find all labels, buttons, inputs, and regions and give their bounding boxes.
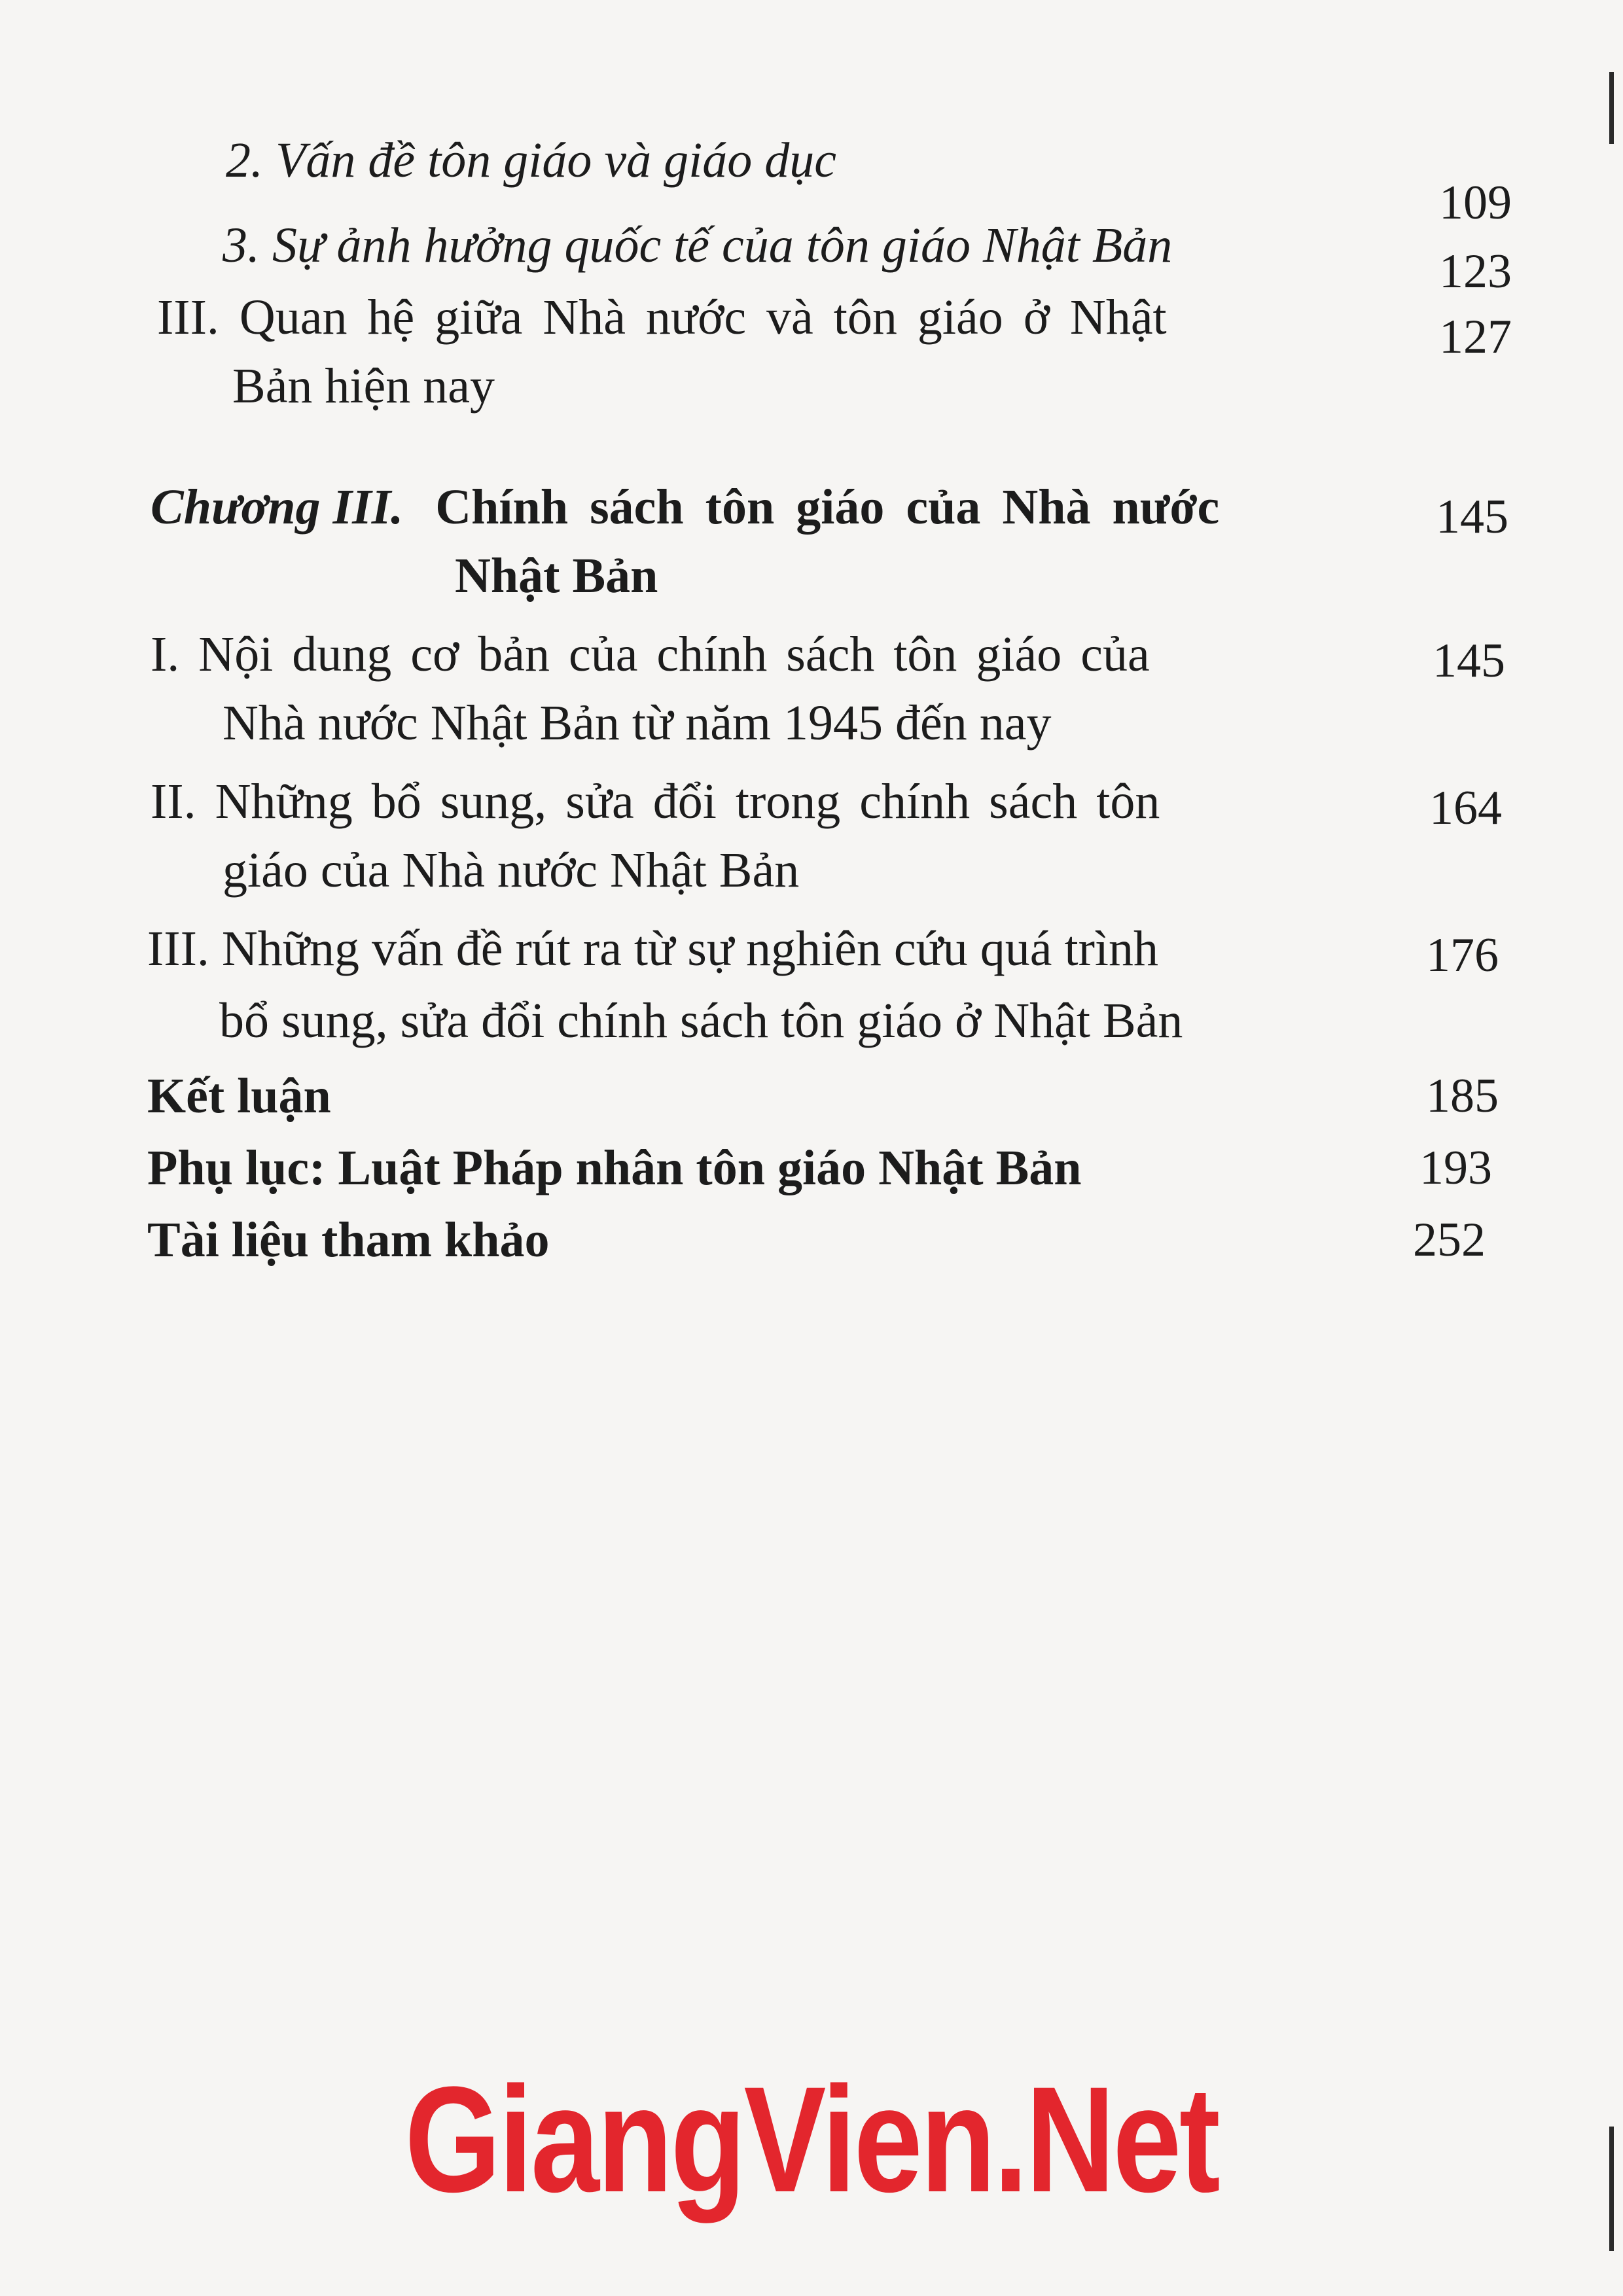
toc-entry-title: Tài liệu tham khảo <box>147 1212 550 1267</box>
toc-entry-page: 185 <box>1426 1069 1499 1123</box>
toc-entry-page: 127 <box>1439 310 1512 364</box>
toc-entry-title: Phụ lục: Luật Pháp nhân tôn giáo Nhật Bản <box>147 1140 1082 1195</box>
toc-entry-title: III. Quan hệ giữa Nhà nước và tôn giáo ở Nhật <box>157 290 1167 345</box>
toc-entry-page: 176 <box>1426 928 1499 982</box>
watermark: GiangVien.Net <box>404 2055 1219 2223</box>
toc-entry-title: II. Những bổ sung, sửa đổi trong chính sách tôn <box>151 774 1160 829</box>
chapter-label: Chương III. <box>151 480 404 535</box>
toc-entry-page: 193 <box>1419 1141 1492 1195</box>
toc-entry-title-continued: bổ sung, sửa đổi chính sách tôn giáo ở Nhật Bản <box>219 993 1183 1048</box>
toc-entry-title: 2. Vấn đề tôn giáo và giáo dục <box>226 133 836 188</box>
toc-entry-page: 145 <box>1436 490 1508 544</box>
toc-entry-title-continued: Bản hiện nay <box>232 359 495 414</box>
toc-entry-title-continued: Nhà nước Nhật Bản từ năm 1945 đến nay <box>223 696 1052 751</box>
toc-entry-title: I. Nội dung cơ bản của chính sách tôn giáo của <box>151 627 1150 682</box>
page-edge-mark <box>1609 72 1614 144</box>
toc-entry-page: 123 <box>1439 245 1512 298</box>
chapter-title-continued: Nhật Bản <box>455 548 658 603</box>
toc-entry-page: 164 <box>1429 781 1502 835</box>
toc-entry-title: III. Những vấn đề rút ra từ sự nghiên cứu quá trình <box>147 921 1159 976</box>
chapter-title: Chính sách tôn giáo của Nhà nước <box>435 480 1220 535</box>
toc-entry-page: 252 <box>1413 1213 1486 1267</box>
toc-entry-title: 3. Sự ảnh hưởng quốc tế của tôn giáo Nhật Bản <box>223 218 1173 273</box>
toc-entry-page: 109 <box>1439 176 1512 230</box>
toc-entry-page: 145 <box>1433 634 1505 688</box>
toc-entry-title: Kết luận <box>147 1069 331 1123</box>
chapter-heading <box>151 478 1219 537</box>
toc-entry-title-continued: giáo của Nhà nước Nhật Bản <box>223 843 800 898</box>
page-edge-mark <box>1609 2127 1614 2251</box>
